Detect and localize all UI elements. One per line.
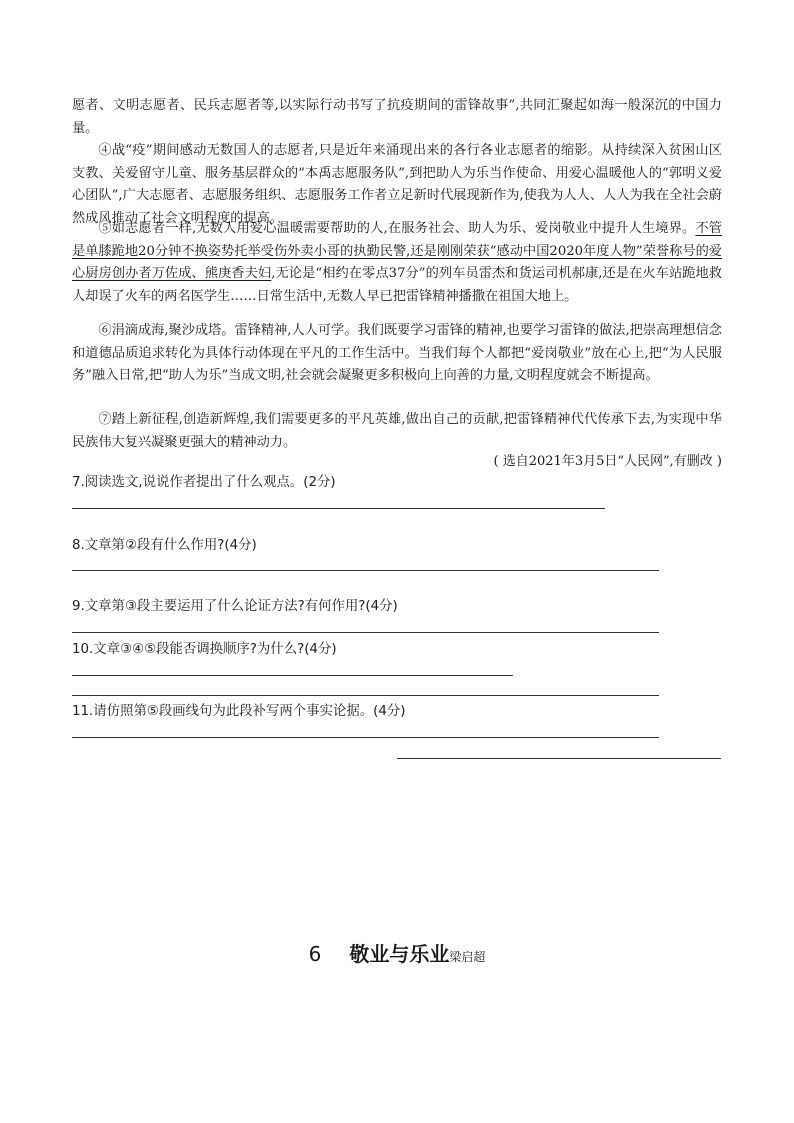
passage-paragraph-4: ④战“疫”期间感动无数国人的志愿者,只是近年来涌现出来的各行各业志愿者的缩影。从持续深入贫困山区支教、关爱留守儿童、服务基层群众的“本禹志愿服务队”,到把助人为乐当作使命、用爱心温暖他人的“郭明义爱心团队”,广大志愿者、志愿服务组织、志愿服务工作者立足新时代展现新作为,使我为人人、人人为我在全社会蔚然成风推动了社会文明程度的提高。	[72, 143, 722, 226]
answer-line-10b[interactable]	[72, 695, 659, 696]
answer-line-11a[interactable]	[72, 737, 659, 738]
passage-source: ( 选自2021年3月5日“人民网”,有删改 )	[493, 454, 722, 469]
answer-line-7[interactable]	[72, 508, 605, 509]
p5-underlined-sentence: 不管是单膝跪地20分钟不换姿势托举受伤外卖小哥的执勤民警,还是刚刚荣获“感动中国2020年度人物”荣誉称号的爱心厨房创办者万佐成、熊庚香夫妇	[72, 221, 722, 281]
answer-line-8[interactable]	[72, 570, 659, 571]
lesson-title: 敬业与乐业	[349, 942, 450, 966]
passage-paragraph-7: ⑦踏上新征程,创造新辉煌,我们需要更多的平凡英雄,做出自己的贡献,把雷锋精神代代传承下去,为实现中华民族伟大复兴凝聚更强大的精神动力。	[72, 412, 722, 450]
question-11: 11.请仿照第⑤段画线句为此段补写两个事实论据。(4分)	[72, 704, 406, 719]
p5-text-after: ,无论是“相约在零点37分”的列车员雷杰和货运司机郝康,还是在火车站跪地救人却误了火车的两名医学生……日常生活中,无数人早已把雷锋精神播撒在祖国大地上。	[72, 266, 722, 304]
answer-line-9[interactable]	[72, 632, 659, 633]
p5-text-before: ⑤如志愿者一样,无数人用爱心温暖需要帮助的人,在服务社会、助人为乐、爱岗敬业中提升人生境界。	[98, 221, 696, 236]
question-10: 10.文章③④⑤段能否调换顺序?为什么?(4分)	[72, 642, 337, 657]
lesson-number: 6	[308, 942, 322, 966]
passage-paragraph-5	[72, 218, 722, 308]
question-8: 8.文章第②段有什么作用?(4分)	[72, 538, 257, 553]
passage-paragraph-6: ⑥涓滴成海,聚沙成塔。雷锋精神,人人可学。我们既要学习雷锋的精神,也要学习雷锋的做法,把崇高理想信念和道德品质追求转化为具体行动体现在平凡的工作生活中。当我们每个人都把“爱岗敬业”放在心上,把“为人民服务”融入日常,把“助人为乐”当成文明,社会就会凝聚更多积极向上向善的力量,文明程度就会不断提高。	[72, 323, 722, 383]
question-7: 7.阅读选文,说说作者提出了什么观点。(2分)	[72, 475, 336, 490]
passage-paragraph-continued: 愿者、文明志愿者、民兵志愿者等,以实际行动书写了抗疫期间的雷锋故事”,共同汇聚起如海一般深沉的中国力量。	[72, 98, 722, 136]
question-9: 9.文章第③段主要运用了什么论证方法?有何作用?(4分)	[72, 599, 398, 614]
answer-line-10a[interactable]	[72, 675, 513, 676]
answer-line-11b[interactable]	[397, 758, 721, 759]
lesson-author: 梁启超	[449, 950, 486, 964]
next-lesson-heading	[0, 938, 794, 967]
